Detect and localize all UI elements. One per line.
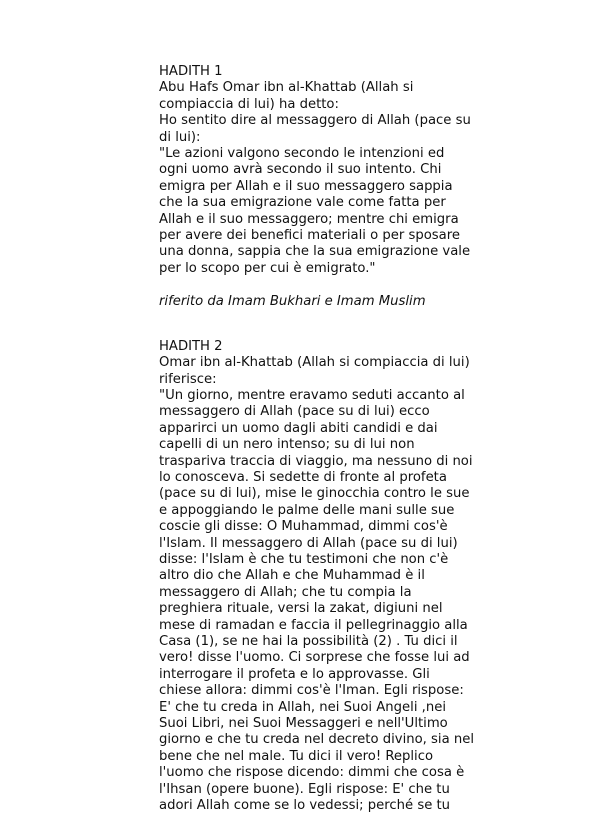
document-page — [159, 64, 474, 814]
hadith-1 — [159, 64, 471, 311]
hadith-2-line: lo conosceva. Si sedette di fronte al profeta — [159, 469, 447, 485]
section-spacer — [159, 311, 459, 339]
hadith-2-line: l'Ihsan (opere buone). Egli rispose: E' che tu — [159, 781, 450, 797]
hadith-2-line: bene che nel male. Tu dici il vero! Replico — [159, 748, 434, 764]
hadith-2-line: vero! disse l'uomo. Ci sorprese che fosse lui ad — [159, 650, 470, 666]
hadith-2-line: Omar ibn al-Khattab (Allah si compiaccia di lui) — [159, 355, 470, 371]
hadith-1-line: che la sua emigrazione vale come fatta per — [159, 195, 446, 211]
hadith-2-line: messaggero di Allah; che tu compia la — [159, 584, 412, 600]
hadith-2-line: messaggero di Allah (pace su di lui) ecco — [159, 404, 430, 420]
hadith-2-line: preghiera rituale, versi la zakat, digiuni nel — [159, 601, 443, 617]
hadith-1-body — [159, 80, 471, 277]
hadith-2-line: (pace su di lui), mise le ginocchia contro le sue — [159, 486, 470, 502]
hadith-2-line: capelli di un nero intenso; su di lui non — [159, 437, 415, 453]
hadith-2-line: l'uomo che rispose dicendo: dimmi che cosa è — [159, 765, 465, 781]
hadith-1-line: Abu Hafs Omar ibn al-Khattab (Allah si — [159, 80, 414, 96]
hadith-1-line: ogni uomo avrà secondo il suo intento. Chi — [159, 162, 442, 178]
hadith-2-line: riferisce: — [159, 371, 217, 387]
hadith-2-line: adori Allah come se lo vedessi; perché se tu — [159, 798, 451, 814]
hadith-2-line: interrogare il profeta e lo approvasse. Gli — [159, 666, 430, 682]
hadith-2-line: mese di ramadan e faccia il pellegrinaggio alla — [159, 617, 468, 633]
hadith-2-title: HADITH 2 — [159, 338, 223, 354]
hadith-2-line: disse: l'Islam è che tu testimoni che non c'è — [159, 551, 449, 567]
hadith-1-line: Allah e il suo messaggero; mentre chi emigra — [159, 211, 459, 227]
hadith-2-line: E' che tu creda in Allah, nei Suoi Angeli ,nei — [159, 699, 447, 715]
hadith-2-line: e appoggiando le palme delle mani sulle sue — [159, 502, 455, 518]
hadith-2-line: l'Islam. Il messaggero di Allah (pace su di lui) — [159, 535, 458, 551]
hadith-2-line: traspariva traccia di viaggio, ma nessuno di noi — [159, 453, 473, 469]
hadith-2-line: "Un giorno, mentre eravamo seduti accanto al — [159, 387, 465, 403]
hadith-1-line: per lo scopo per cui è emigrato." — [159, 260, 376, 276]
hadith-2-line: altro dio che Allah e che Muhammad è il — [159, 568, 425, 584]
hadith-1-line: per avere dei benefici materiali o per sposare — [159, 228, 461, 244]
hadith-2-line: apparirci un uomo dagli abiti candidi e dai — [159, 420, 438, 436]
hadith-1-line: di lui): — [159, 129, 201, 145]
hadith-1-line: una donna, sappia che la sua emigrazione vale — [159, 244, 471, 260]
hadith-2-line: coscie gli disse: O Muhammad, dimmi cos'è — [159, 519, 448, 535]
hadith-1-line: compiaccia di lui) ha detto: — [159, 96, 339, 112]
hadith-2-line: Suoi Libri, nei Suoi Messaggeri e nell'Ultimo — [159, 716, 448, 732]
hadith-2-line: chiese allora: dimmi cos'è l'Iman. Egli rispose: — [159, 683, 464, 699]
hadith-2-body — [159, 355, 474, 814]
hadith-2-line: giorno e che tu creda nel decreto divino, sia nel — [159, 732, 474, 748]
hadith-2 — [159, 338, 474, 814]
hadith-1-title: HADITH 1 — [159, 64, 223, 79]
hadith-2-line: Casa (1), se ne hai la possibilità (2) . Tu dici il — [159, 634, 458, 649]
hadith-1-line: emigra per Allah e il suo messaggero sappia — [159, 178, 453, 194]
hadith-1-line: Ho sentito dire al messaggero di Allah (pace su — [159, 113, 471, 129]
hadith-1-attribution: riferito da Imam Bukhari e Imam Muslim — [159, 294, 426, 310]
hadith-1-line: "Le azioni valgono secondo le intenzioni ed — [159, 146, 445, 162]
